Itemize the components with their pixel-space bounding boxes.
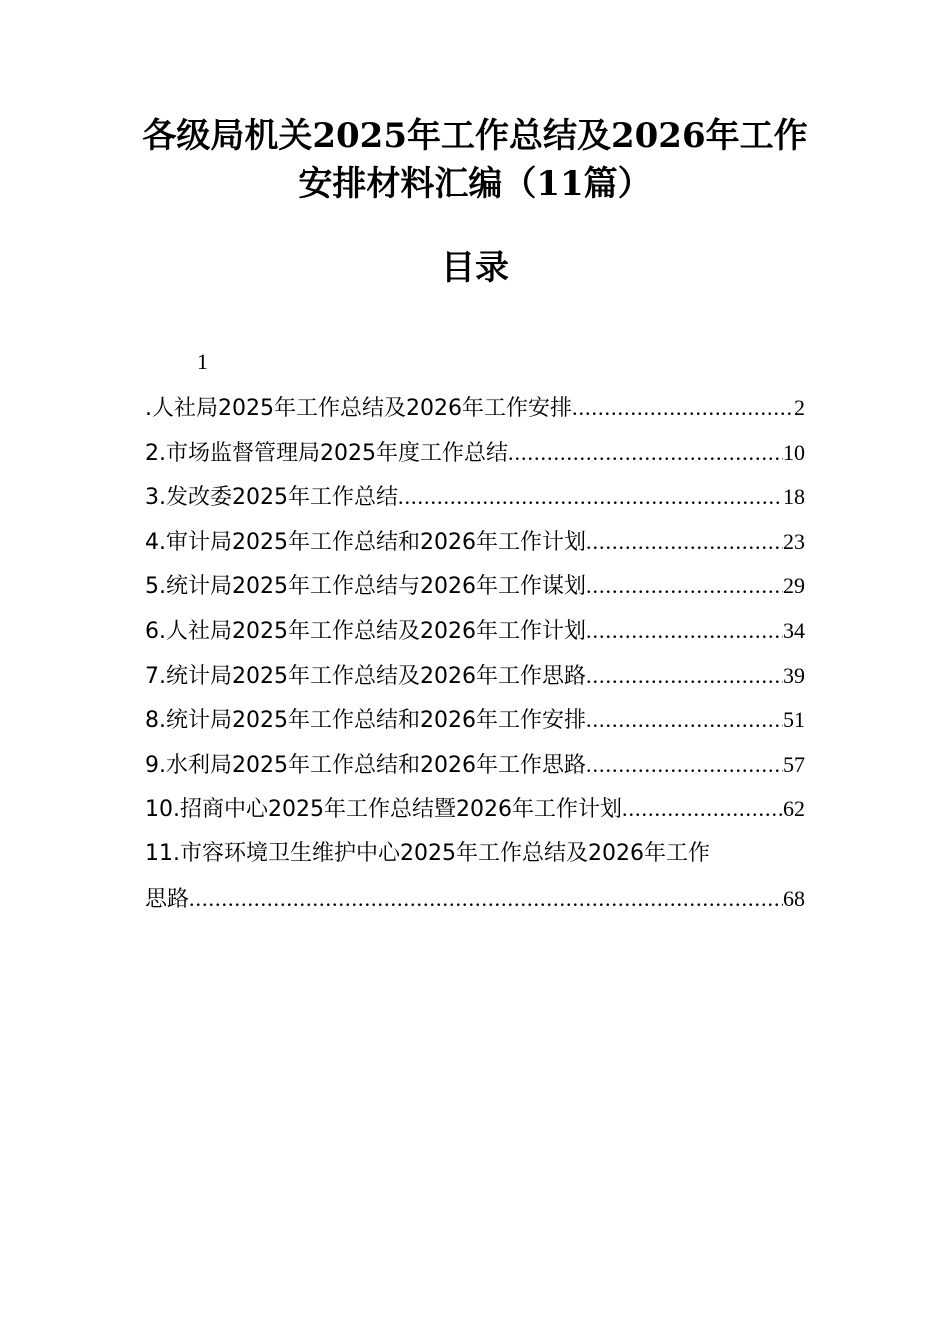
toc-entry-1[interactable] (145, 386, 805, 431)
toc-entry-label: 6.人社局2025年工作总结及2026年工作计划 (145, 618, 586, 644)
toc-leader-dots (586, 698, 783, 743)
toc-entry-2[interactable] (145, 431, 805, 476)
toc-entry-6[interactable] (145, 609, 805, 654)
toc-entry-7[interactable] (145, 654, 805, 699)
toc-entry-page: 51 (783, 707, 805, 733)
toc-entry-page: 57 (783, 751, 805, 777)
toc-leader-dots (398, 475, 783, 520)
toc-entry-page: 10 (783, 439, 805, 465)
toc-entry-page: 34 (783, 617, 805, 643)
toc-entry-label: 7.统计局2025年工作总结及2026年工作思路 (145, 663, 586, 689)
toc-entry-label: 思路 (145, 886, 190, 912)
toc-entry-8[interactable] (145, 698, 805, 743)
toc-entry-11[interactable] (145, 877, 805, 922)
toc-entry-label: 3.发改委2025年工作总结 (145, 485, 398, 511)
toc-entry-label: .人社局2025年工作总结及2026年工作安排 (145, 396, 572, 421)
toc-entry-page: 29 (783, 573, 805, 599)
table-of-contents (145, 342, 805, 921)
toc-entry-3[interactable] (145, 475, 805, 520)
toc-entry-11-line-1[interactable]: 11.市容环境卫生维护中心2025年工作总结及2026年工作 (145, 840, 710, 866)
toc-leader-dots (622, 787, 783, 832)
toc-entry-5[interactable] (145, 564, 805, 609)
toc-entry-page: 2 (794, 395, 805, 420)
toc-leader-dots (586, 520, 783, 565)
toc-entry-page: 62 (783, 796, 805, 822)
toc-entry-page: 68 (783, 885, 805, 911)
title-line-1: 各级局机关2025年工作总结及2026年工作 (142, 116, 808, 156)
toc-entry-label: 5.统计局2025年工作总结与2026年工作谋划 (145, 574, 586, 600)
toc-entry-label: 8.统计局2025年工作总结和2026年工作安排 (145, 708, 586, 734)
toc-leader-dots (586, 564, 783, 609)
toc-entry-page: 39 (783, 662, 805, 688)
toc-leader-dots (189, 877, 783, 922)
toc-entry-label: 4.审计局2025年工作总结和2026年工作计划 (145, 529, 586, 555)
toc-entry-page: 18 (783, 484, 805, 510)
toc-leader-dots (586, 609, 783, 654)
toc-entry-label: 2.市场监督管理局2025年度工作总结 (145, 440, 508, 466)
toc-entry-label: 10.招商中心2025年工作总结暨2026年工作计划 (145, 797, 622, 823)
toc-entry-10[interactable] (145, 787, 805, 832)
document-title (140, 112, 810, 208)
toc-stray-number: 1 (197, 349, 208, 374)
toc-entry-label: 9.水利局2025年工作总结和2026年工作思路 (145, 752, 586, 778)
toc-heading: 目录 (441, 248, 509, 288)
toc-entry-page: 23 (783, 528, 805, 554)
toc-leader-dots (508, 431, 783, 476)
toc-leader-dots (586, 743, 783, 788)
toc-leader-dots (572, 386, 794, 431)
title-line-2: 安排材料汇编（11篇） (298, 164, 652, 204)
toc-entry-9[interactable] (145, 743, 805, 788)
toc-entry-4[interactable] (145, 520, 805, 565)
toc-leader-dots (586, 654, 783, 699)
